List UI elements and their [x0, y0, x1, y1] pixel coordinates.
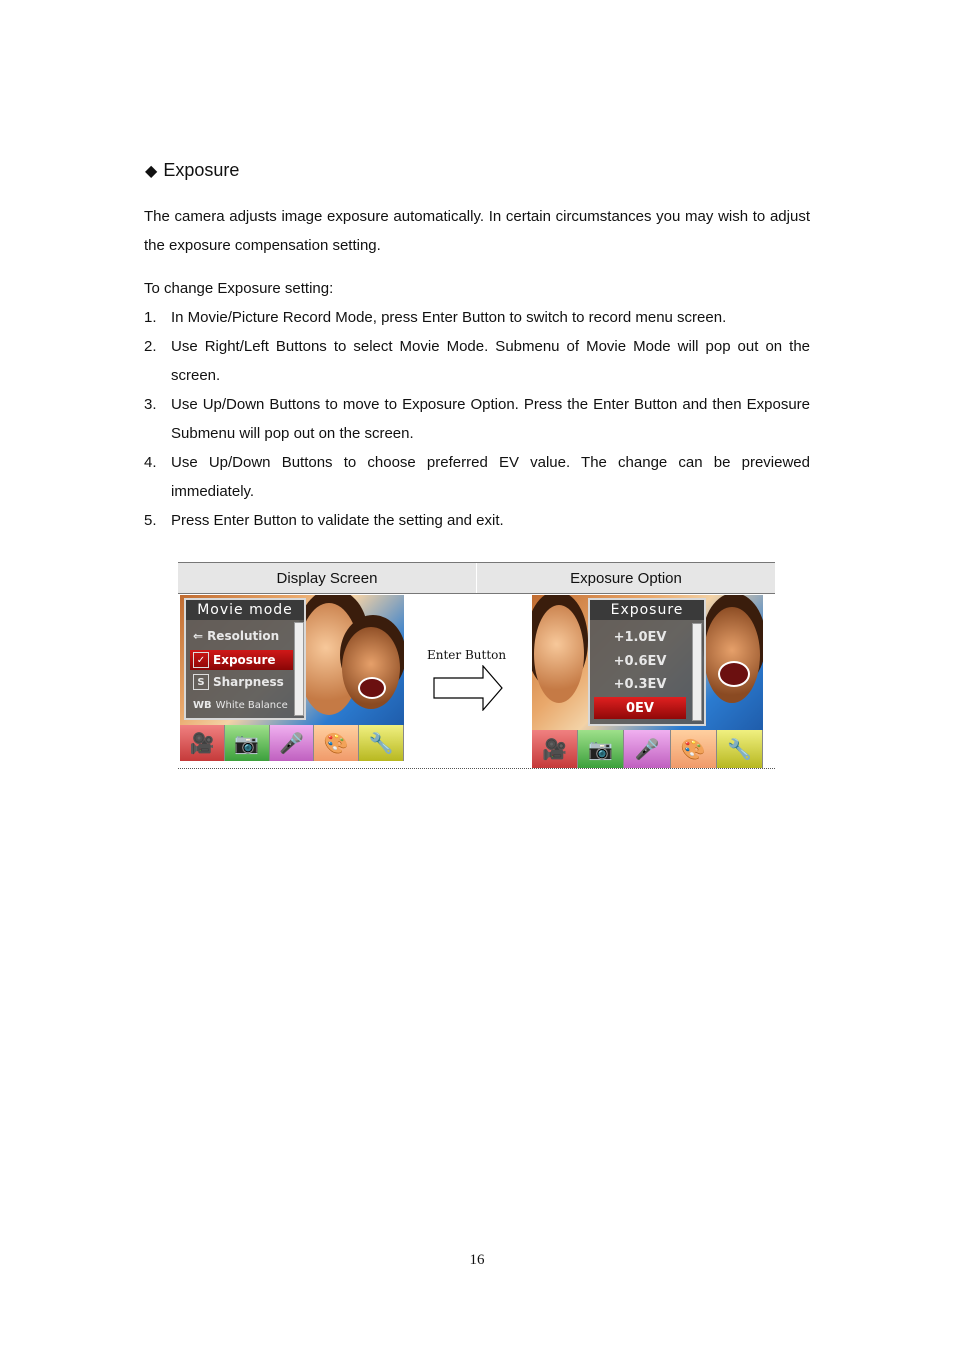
palette-icon[interactable]: 🎨 [671, 730, 717, 768]
ev-option-selected[interactable]: 0EV [594, 697, 686, 719]
palette-icon[interactable]: 🎨 [314, 725, 359, 761]
resolution-icon: ⇐ [193, 629, 204, 643]
section-heading [145, 160, 239, 181]
diamond-bullet-icon: ◆ [145, 162, 158, 180]
exposure-scrollbar[interactable] [692, 623, 702, 721]
menu-item-label: White Balance [215, 699, 288, 711]
step-number: 2. [144, 338, 157, 355]
menu-item-sharpness[interactable] [190, 672, 293, 692]
arrow-label: Enter Button [427, 648, 507, 662]
menu-scrollbar[interactable] [294, 622, 304, 716]
tools-icon[interactable]: 🔧 [717, 730, 763, 768]
step-text: In Movie/Picture Record Mode, press Enter Button to switch to record menu screen. [171, 309, 727, 326]
camera-icon[interactable]: 📷 [578, 730, 624, 768]
step-text: Press Enter Button to validate the setting and exit. [171, 512, 504, 529]
step-number: 5. [144, 512, 157, 529]
camera-icon[interactable]: 📷 [225, 725, 270, 761]
list-item [144, 303, 810, 332]
section-title: Exposure [163, 160, 240, 180]
step-text: Use Up/Down Buttons to move to Exposure Option. Press the Enter Button and then Exposure Submenu will pop out on the screen. [171, 396, 810, 442]
table-bottom-rule [178, 768, 775, 769]
menu-item-label: Sharpness [213, 675, 284, 689]
mode-toolbar [532, 730, 763, 768]
list-item [144, 390, 810, 448]
white-balance-icon: WB [193, 699, 212, 711]
list-item [144, 448, 810, 506]
ev-option[interactable]: +0.6EV [613, 653, 667, 669]
menu-title: Exposure [590, 600, 704, 620]
menu-item-white-balance[interactable] [190, 695, 293, 715]
menu-item-resolution[interactable] [190, 626, 293, 646]
photo-mouth [718, 661, 750, 687]
menu-item-exposure[interactable] [190, 650, 293, 670]
microphone-icon[interactable]: 🎤 [270, 725, 315, 761]
page-number: 16 [469, 1252, 485, 1268]
table-header [178, 562, 775, 594]
video-camera-icon[interactable]: 🎥 [532, 730, 578, 768]
header-exposure-option: Exposure Option [476, 563, 775, 593]
tools-icon[interactable]: 🔧 [359, 725, 404, 761]
list-item [144, 332, 810, 390]
photo-face [534, 605, 584, 703]
step-text: Use Right/Left Buttons to select Movie Mode. Submenu of Movie Mode will pop out on the screen. [171, 338, 810, 384]
checkbox-icon: ✓ [193, 652, 209, 668]
mode-toolbar [180, 725, 404, 761]
header-display-screen: Display Screen [276, 569, 378, 587]
photo-face [704, 607, 760, 703]
ev-option[interactable]: +0.3EV [613, 676, 667, 692]
video-camera-icon[interactable]: 🎥 [180, 725, 225, 761]
photo-mouth [358, 677, 386, 699]
exposure-option-image [532, 595, 763, 768]
display-screen-image [180, 595, 404, 761]
menu-item-label: Exposure [213, 653, 276, 667]
exposure-menu [588, 598, 706, 726]
screens-table [178, 562, 775, 769]
menu-title: Movie mode [186, 600, 304, 620]
list-item [144, 506, 810, 535]
step-number: 3. [144, 396, 157, 413]
menu-item-label: Resolution [207, 629, 280, 643]
sharpness-icon: S [193, 674, 209, 690]
microphone-icon[interactable]: 🎤 [624, 730, 670, 768]
step-number: 4. [144, 454, 157, 471]
steps-list [144, 303, 810, 535]
movie-mode-menu [184, 598, 306, 720]
step-text: Use Up/Down Buttons to choose preferred EV value. The change can be previewed immediately. [171, 454, 810, 500]
intro-paragraph: The camera adjusts image exposure automatically. In certain circumstances you may wish to adjust the exposure compensation setting. [144, 208, 810, 254]
right-arrow-icon [433, 665, 505, 711]
steps-intro: To change Exposure setting: [144, 280, 334, 297]
ev-option[interactable]: +1.0EV [613, 629, 667, 645]
step-number: 1. [144, 309, 157, 326]
